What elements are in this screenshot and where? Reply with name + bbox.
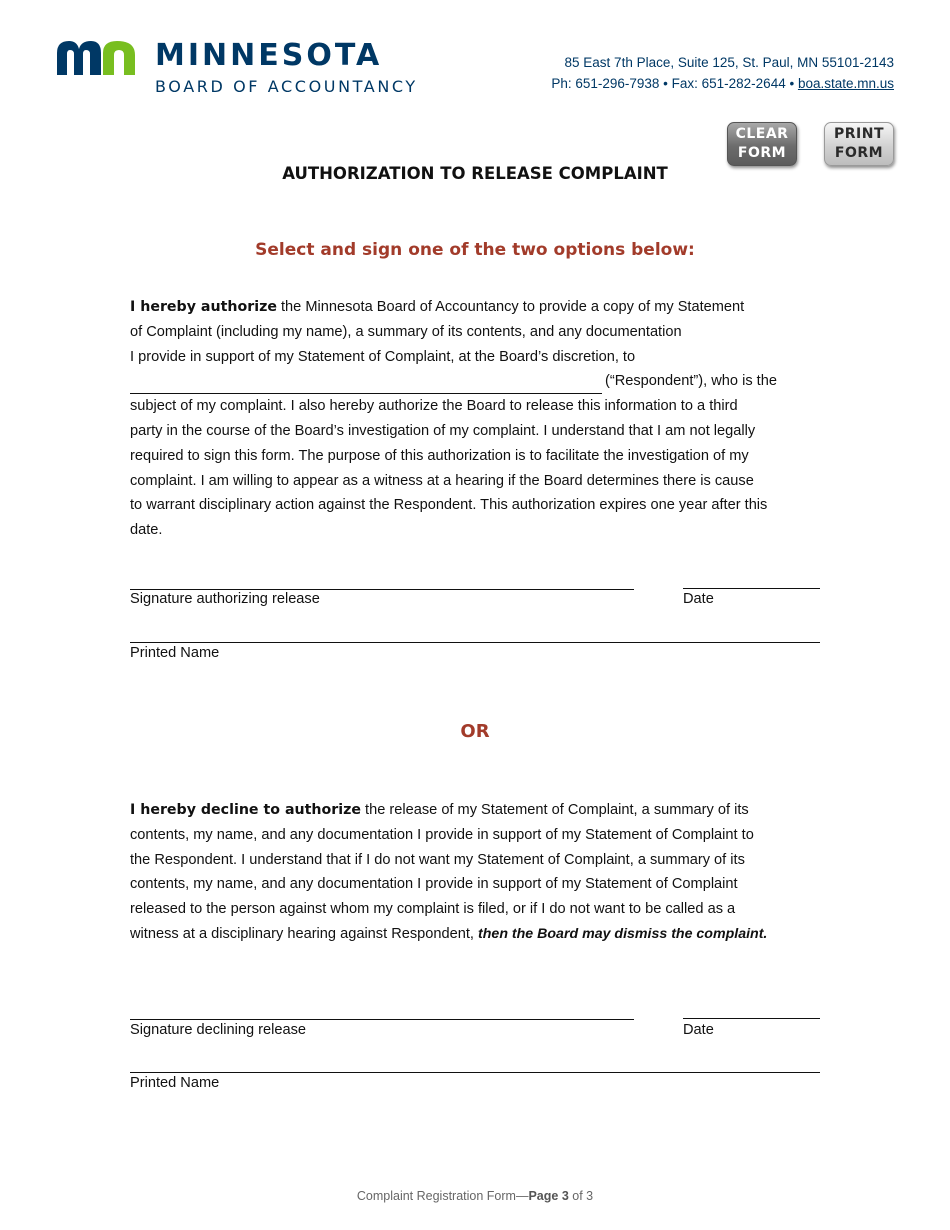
or-divider: OR <box>460 721 490 742</box>
decline-printed-name-label: Printed Name <box>130 1075 220 1091</box>
authorize-date-field[interactable] <box>683 588 820 589</box>
decline-line: released to the person against whom my complaint is filed, or if I do not want to be called as a <box>130 901 736 918</box>
document-title: AUTHORIZATION TO RELEASE COMPLAINT <box>282 164 668 183</box>
authorize-signature-field[interactable] <box>130 589 634 590</box>
decline-signature-label: Signature declining release <box>130 1022 307 1038</box>
instruction-heading: Select and sign one of the two options below: <box>255 240 695 260</box>
clear-form-button[interactable]: CLEAR FORM <box>727 122 797 166</box>
decline-line: contents, my name, and any documentation I provide in support of my Statement of Complaint to <box>130 826 754 843</box>
mn-logo-icon <box>55 37 139 75</box>
authorize-text: the Minnesota Board of Accountancy to provide a copy of my Statement <box>276 299 745 315</box>
decline-signature-field[interactable] <box>130 1019 634 1020</box>
authorize-line <box>130 369 830 394</box>
footer-form-name: Complaint Registration Form— <box>356 1189 529 1203</box>
website-link[interactable]: boa.state.mn.us <box>797 76 894 91</box>
contact-info <box>551 52 894 94</box>
authorize-line <box>130 295 830 320</box>
authorize-line: date. <box>130 522 163 539</box>
authorize-line: party in the course of the Board’s investigation of my complaint. I understand that I am not legally <box>130 422 756 439</box>
authorize-line: of Complaint (including my name), a summary of its contents, and any documentation <box>130 323 682 340</box>
page-footer <box>0 1189 950 1203</box>
authorize-printed-name-field[interactable] <box>130 642 820 643</box>
minnesota-logo <box>55 37 445 99</box>
decline-text: the release of my Statement of Complaint, a summary of its <box>361 802 749 818</box>
decline-lead: I hereby decline to authorize <box>130 802 361 818</box>
authorize-date-label: Date <box>683 591 714 607</box>
decline-line <box>130 798 830 823</box>
logo-wordmark: MINNESOTA <box>155 38 383 73</box>
footer-page-number: Page 3 <box>528 1189 569 1203</box>
authorize-paragraph <box>130 295 830 543</box>
authorize-signature-label: Signature authorizing release <box>130 591 320 607</box>
phone-fax-text: Ph: 651-296-7938 • Fax: 651-282-2644 • <box>551 76 798 91</box>
respondent-suffix: (“Respondent”), who is the <box>605 373 777 390</box>
authorize-printed-name-label: Printed Name <box>130 645 220 661</box>
decline-paragraph <box>130 798 830 947</box>
print-form-button[interactable]: PRINT FORM <box>824 122 894 166</box>
decline-line: contents, my name, and any documentation I provide in support of my Statement of Complaint <box>130 876 738 893</box>
authorize-lead: I hereby authorize <box>130 299 277 315</box>
decline-printed-name-field[interactable] <box>130 1072 820 1073</box>
address: 85 East 7th Place, Suite 125, St. Paul, MN 55101-2143 <box>564 55 894 70</box>
authorize-line: subject of my complaint. I also hereby authorize the Board to release this information to a third <box>130 398 738 415</box>
authorize-line: complaint. I am willing to appear as a witness at a hearing if the Board determines there is cause <box>130 472 754 489</box>
decline-date-label: Date <box>683 1022 714 1038</box>
authorize-line: required to sign this form. The purpose of this authorization is to facilitate the investigation of my <box>130 447 749 464</box>
authorize-line: I provide in support of my Statement of Complaint, at the Board’s discretion, to <box>130 348 636 365</box>
logo-subtitle: BOARD OF ACCOUNTANCY <box>155 77 418 96</box>
dismiss-warning: then the Board may dismiss the complaint. <box>478 925 768 942</box>
respondent-name-field[interactable] <box>130 376 602 394</box>
decline-date-field[interactable] <box>683 1018 820 1019</box>
decline-line <box>130 922 830 947</box>
phone-fax <box>551 73 894 94</box>
decline-text: witness at a disciplinary hearing against Respondent, <box>130 925 479 942</box>
authorize-line: to warrant disciplinary action against the Respondent. This authorization expires one year after this <box>130 497 768 514</box>
decline-line: the Respondent. I understand that if I do not want my Statement of Complaint, a summary of its <box>130 851 745 868</box>
footer-page-total: of 3 <box>568 1189 594 1203</box>
